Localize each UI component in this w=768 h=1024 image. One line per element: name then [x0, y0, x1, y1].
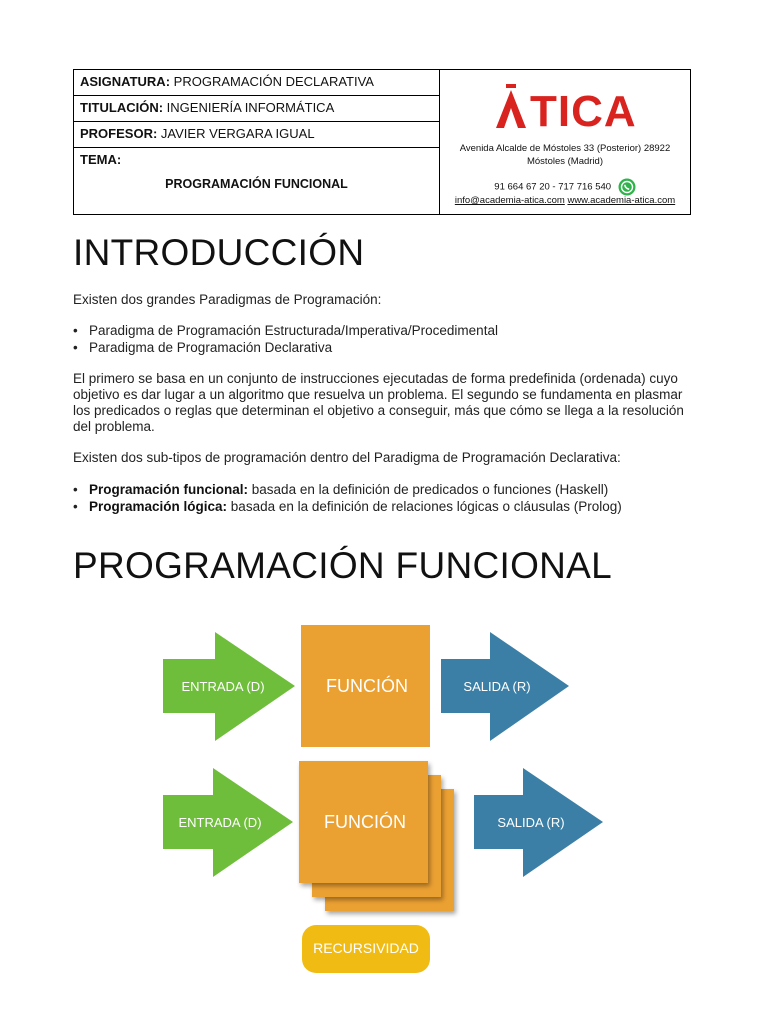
- email-link[interactable]: info@academia-atica.com: [454, 195, 565, 206]
- phone-line: [440, 178, 690, 196]
- header-info: [74, 70, 440, 214]
- intro-paragraph-2: El primero se basa en un conjunto de instrucciones ejecutadas de forma predefinida (ordenada) cuyo objetivo es dar lugar a un algoritmo que resuelva un problema. El segundo se fundamenta en plasmar los predicados o reglas que determinan el objetivo a conseguir, más que cómo se llega a la resolución del problema.: [73, 371, 684, 434]
- header-table: [73, 69, 691, 215]
- titulacion-row: [74, 96, 439, 122]
- titulacion-label: TITULACIÓN:: [80, 100, 164, 115]
- titulacion-value: INGENIERÍA INFORMÁTICA: [166, 100, 335, 115]
- output-label-2: SALIDA (R): [497, 815, 565, 830]
- atica-logo: [494, 84, 644, 132]
- list-item: • Paradigma de Programación Estructurada/Imperativa/Procedimental: [73, 323, 498, 338]
- input-label-2: ENTRADA (D): [178, 815, 262, 830]
- website-link[interactable]: www.academia-atica.com: [567, 195, 676, 206]
- links-line: [440, 195, 690, 206]
- address-line-1: Avenida Alcalde de Móstoles 33 (Posterior) 28922: [459, 143, 671, 154]
- function-label-1: FUNCIÓN: [326, 676, 408, 696]
- address-line-2: Móstoles (Madrid): [526, 156, 604, 167]
- list-item-text: Paradigma de Programación Declarativa: [89, 340, 333, 355]
- input-label-1: ENTRADA (D): [181, 679, 265, 694]
- list-item-text: Paradigma de Programación Estructurada/Imperativa/Procedimental: [89, 323, 498, 338]
- list-item-bold: Programación lógica:: [89, 499, 228, 514]
- intro-paragraph-1: Existen dos grandes Paradigmas de Programación:: [73, 292, 382, 307]
- list-item: • Paradigma de Programación Declarativa: [73, 340, 333, 355]
- list-item-text: basada en la definición de predicados o funciones (Haskell): [248, 482, 609, 497]
- address: [440, 142, 690, 168]
- subtype-list: [73, 481, 622, 515]
- logo-triangle-icon: [496, 90, 526, 128]
- output-label-1: SALIDA (R): [463, 679, 531, 694]
- function-label-2: FUNCIÓN: [324, 812, 406, 832]
- whatsapp-icon: [618, 178, 636, 196]
- svg-text:TICA: TICA: [530, 87, 637, 132]
- intro-heading: INTRODUCCIÓN: [73, 232, 365, 273]
- asignatura-label: ASIGNATURA:: [80, 74, 171, 89]
- list-item-text: basada en la definición de relaciones lógicas o cláusulas (Prolog): [227, 499, 622, 514]
- list-item-bold: Programación funcional:: [89, 482, 249, 497]
- recursion-label: RECURSIVIDAD: [313, 940, 419, 956]
- list-item: • Programación lógica: basada en la definición de relaciones lógicas o cláusulas (Prolog): [73, 499, 622, 514]
- tema-row: [74, 148, 439, 214]
- profesor-row: [74, 122, 439, 148]
- profesor-label: PROFESOR:: [80, 126, 158, 141]
- tema-label: TEMA:: [80, 152, 122, 167]
- asignatura-value: PROGRAMACIÓN DECLARATIVA: [173, 74, 374, 89]
- contact-block: [440, 70, 690, 214]
- intro-paragraph-3: Existen dos sub-tipos de programación dentro del Paradigma de Programación Declarativa:: [73, 450, 621, 465]
- tema-value: PROGRAMACIÓN FUNCIONAL: [165, 177, 348, 191]
- list-item: • Programación funcional: basada en la definición de predicados o funciones (Haskell): [73, 482, 609, 497]
- phone-numbers: 91 664 67 20 - 717 716 540: [494, 181, 612, 193]
- paradigm-list: [73, 322, 498, 356]
- section-heading: PROGRAMACIÓN FUNCIONAL: [73, 545, 613, 586]
- asignatura-row: [74, 70, 439, 96]
- profesor-value: JAVIER VERGARA IGUAL: [160, 126, 315, 141]
